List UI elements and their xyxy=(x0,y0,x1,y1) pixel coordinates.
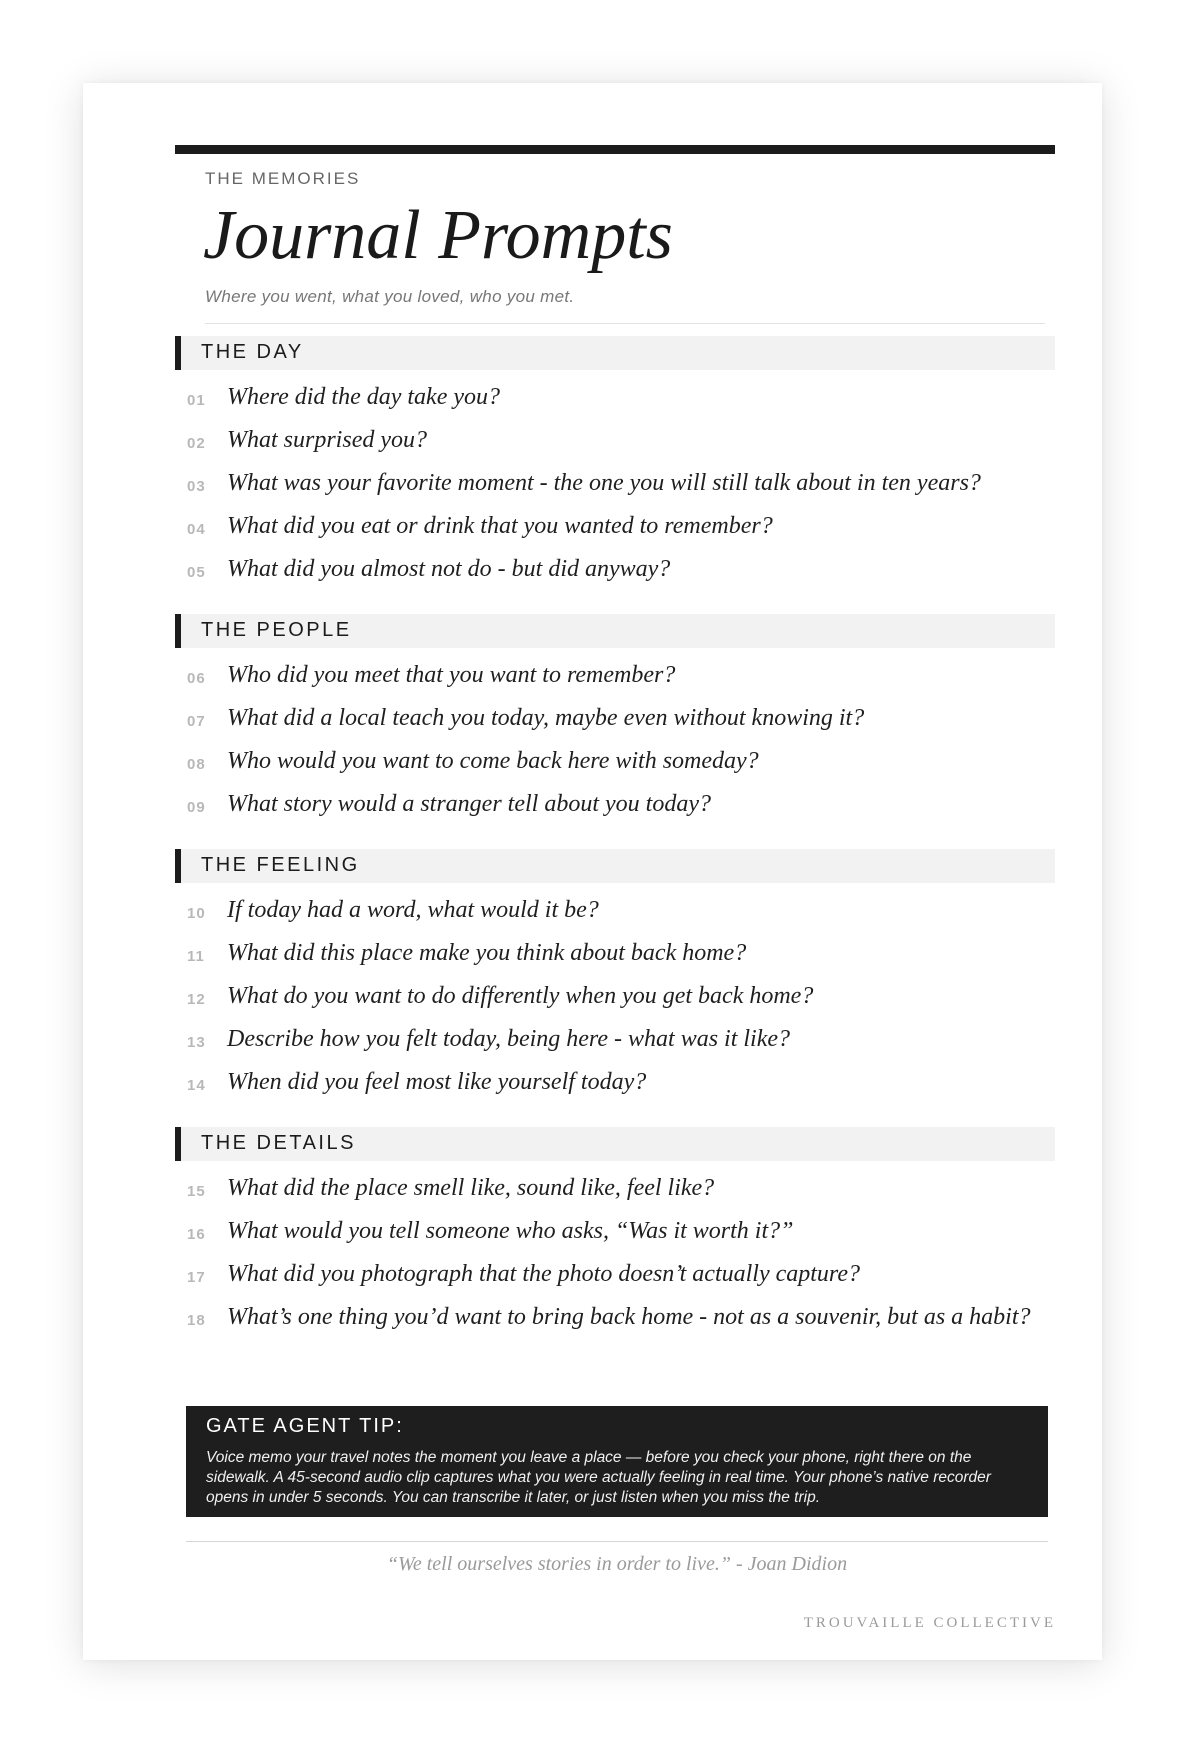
prompt-number: 01 xyxy=(187,392,206,409)
prompt-number: 06 xyxy=(187,670,206,687)
tip-title: GATE AGENT TIP: xyxy=(206,1415,404,1437)
prompt-number: 18 xyxy=(187,1312,206,1329)
section-the-details xyxy=(175,1127,1055,1343)
page-title: Journal Prompts xyxy=(203,197,673,274)
prompt-text: When did you feel most like yourself today? xyxy=(227,1069,647,1095)
prompt-text: What surprised you? xyxy=(227,427,427,453)
prompt-number: 03 xyxy=(187,478,206,495)
section-heading: THE PEOPLE xyxy=(201,619,352,641)
prompt-number: 14 xyxy=(187,1077,206,1094)
section-header xyxy=(175,849,1055,883)
prompt-item xyxy=(175,787,1055,830)
prompt-item xyxy=(175,1300,1055,1343)
prompt-text: What story would a stranger tell about you today? xyxy=(227,791,711,817)
section-the-people xyxy=(175,614,1055,830)
prompt-item xyxy=(175,936,1055,979)
prompt-text: What would you tell someone who asks, “Was it worth it?” xyxy=(227,1218,794,1244)
section-the-day xyxy=(175,336,1055,595)
journal-page xyxy=(83,83,1102,1660)
prompt-text: Describe how you felt today, being here - what was it like? xyxy=(227,1026,791,1052)
gate-agent-tip-box xyxy=(186,1406,1048,1517)
prompt-number: 13 xyxy=(187,1034,206,1051)
footer-quote: “We tell ourselves stories in order to live.” - Joan Didion xyxy=(386,1553,848,1575)
prompt-item xyxy=(175,1214,1055,1257)
section-heading: THE DETAILS xyxy=(201,1132,356,1154)
prompt-number: 16 xyxy=(187,1226,206,1243)
prompt-number: 08 xyxy=(187,756,206,773)
prompt-text: What’s one thing you’d want to bring back home - not as a souvenir, but as a habit? xyxy=(227,1304,1031,1330)
prompt-number: 11 xyxy=(187,948,205,965)
prompt-item xyxy=(175,423,1055,466)
prompt-text: What did this place make you think about back home? xyxy=(227,940,747,966)
prompt-text: What did the place smell like, sound like, feel like? xyxy=(227,1175,715,1201)
section-heading: THE FEELING xyxy=(201,854,360,876)
section-header xyxy=(175,614,1055,648)
tip-body: Voice memo your travel notes the moment you leave a place — before you check your phone, right there on the sidewalk. A 45-second audio clip captures what you were actually feeling in real time. Your phone’s native recorder opens in under 5 seconds. You can transcribe it later, or just listen when you miss the trip. xyxy=(206,1449,991,1506)
page-subtitle: Where you went, what you loved, who you met. xyxy=(205,287,575,306)
prompt-text: Who did you meet that you want to remember? xyxy=(227,662,676,688)
prompt-item xyxy=(175,744,1055,787)
prompt-text: What did you eat or drink that you wanted to remember? xyxy=(227,513,773,539)
prompt-text: What did you almost not do - but did anyway? xyxy=(227,556,671,582)
prompt-item xyxy=(175,1257,1055,1300)
prompt-item xyxy=(175,658,1055,701)
prompt-item xyxy=(175,380,1055,423)
footer-divider xyxy=(186,1541,1048,1542)
prompt-number: 10 xyxy=(187,905,206,922)
prompt-text: Where did the day take you? xyxy=(227,384,501,410)
eyebrow-label: THE MEMORIES xyxy=(205,169,361,188)
prompt-number: 02 xyxy=(187,435,206,452)
prompt-number: 12 xyxy=(187,991,206,1008)
prompt-number: 05 xyxy=(187,564,206,581)
prompt-text: Who would you want to come back here with someday? xyxy=(227,748,759,774)
prompt-item xyxy=(175,1022,1055,1065)
prompt-number: 17 xyxy=(187,1269,206,1286)
prompt-item xyxy=(175,1065,1055,1108)
prompt-item xyxy=(175,701,1055,744)
prompt-text: What did you photograph that the photo doesn’t actually capture? xyxy=(227,1261,861,1287)
prompt-text: What do you want to do differently when you get back home? xyxy=(227,983,814,1009)
section-header xyxy=(175,336,1055,370)
prompt-number: 15 xyxy=(187,1183,206,1200)
prompt-item xyxy=(175,979,1055,1022)
brand-mark: TROUVAILLE COLLECTIVE xyxy=(803,1615,1056,1631)
prompt-number: 07 xyxy=(187,713,206,730)
section-header xyxy=(175,1127,1055,1161)
top-rule xyxy=(175,145,1055,154)
prompt-text: If today had a word, what would it be? xyxy=(227,897,599,923)
prompt-number: 04 xyxy=(187,521,206,538)
prompt-item xyxy=(175,466,1055,509)
section-heading: THE DAY xyxy=(201,341,304,363)
prompt-item xyxy=(175,1171,1055,1214)
prompt-item xyxy=(175,552,1055,595)
prompt-item xyxy=(175,509,1055,552)
prompt-text: What was your favorite moment - the one you will still talk about in ten years? xyxy=(227,470,981,496)
prompt-text: What did a local teach you today, maybe even without knowing it? xyxy=(227,705,865,731)
header-divider xyxy=(205,323,1045,324)
prompt-item xyxy=(175,893,1055,936)
section-the-feeling xyxy=(175,849,1055,1108)
prompt-number: 09 xyxy=(187,799,206,816)
